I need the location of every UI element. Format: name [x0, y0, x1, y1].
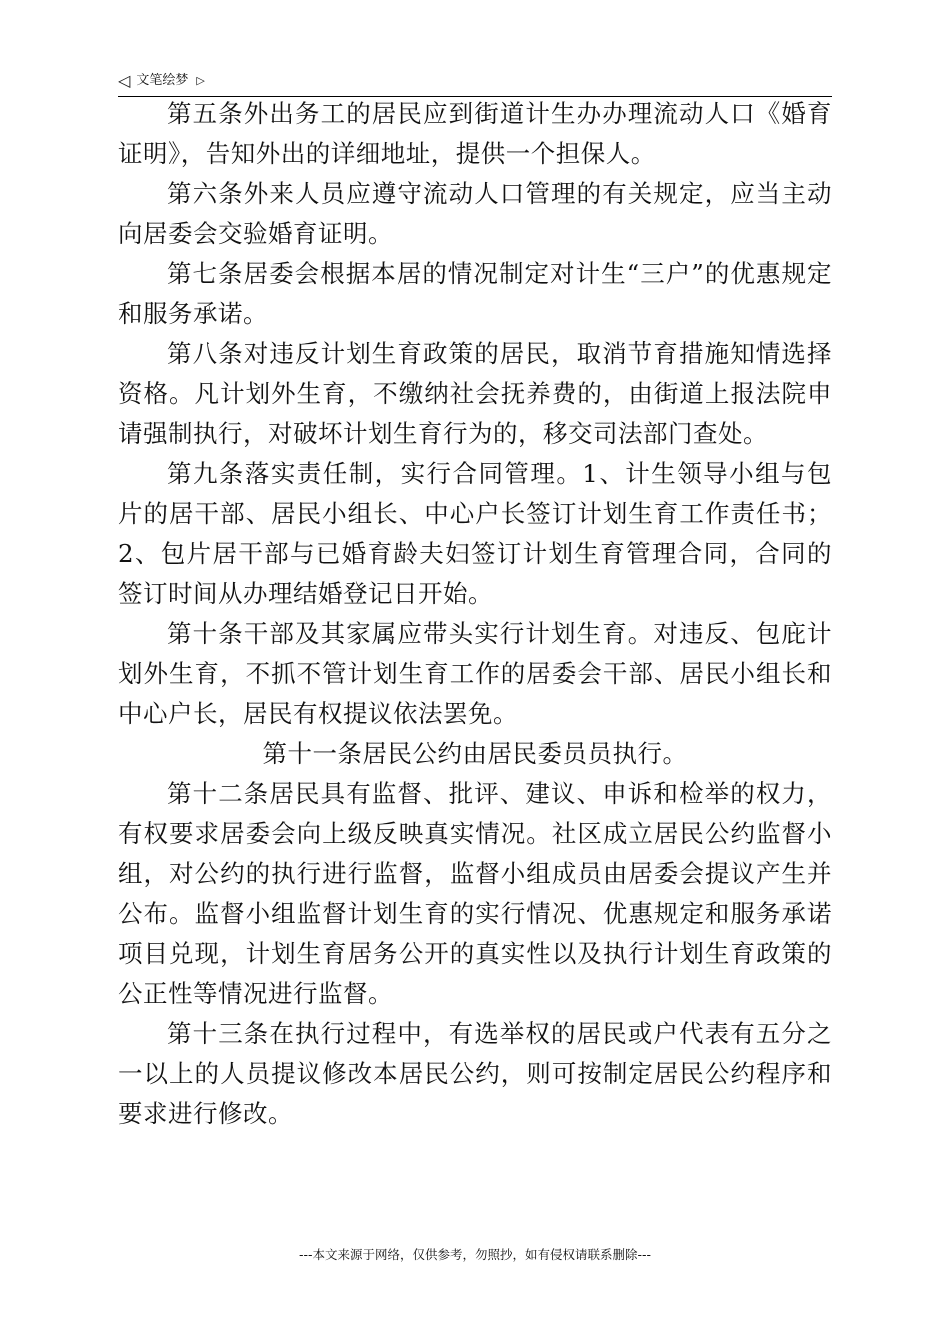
article-10-paragraph: 第十条干部及其家属应带头实行计划生育。对违反、包庇计划外生育，不抓不管计划生育工作的居委会干部、居民小组长和中心户长，居民有权提议依法罢免。: [118, 619, 832, 728]
article-11-paragraph: 第十一条居民公约由居民委员员执行。: [262, 739, 688, 768]
article-5-paragraph: 第五条外出务工的居民应到街道计生办办理流动人口《婚育证明》，告知外出的详细地址，提供一个担保人。: [118, 99, 832, 168]
document-body: [118, 94, 832, 1134]
page-header: [118, 70, 832, 97]
article-12-paragraph: 第十二条居民具有监督、批评、建议、申诉和检举的权力，有权要求居委会向上级反映真实情况。社区成立居民公约监督小组，对公约的执行进行监督，监督小组成员由居委会提议产生并公布。监督小组监督计划生育的实行情况、优惠规定和服务承诺项目兑现，计划生育居务公开的真实性以及执行计划生育政策的公正性等情况进行监督。: [118, 779, 832, 1008]
article-13-paragraph: 第十三条在执行过程中，有选举权的居民或户代表有五分之一以上的人员提议修改本居民公约，则可按制定居民公约程序和要求进行修改。: [118, 1019, 832, 1128]
footer-notice: ---本文来源于网络，仅供参考，勿照抄，如有侵权请联系删除---: [298, 1247, 652, 1262]
article-8-paragraph: 第八条对违反计划生育政策的居民，取消节育措施知情选择资格。凡计划外生育，不缴纳社会抚养费的，由街道上报法院申请强制执行，对破坏计划生育行为的，移交司法部门查处。: [118, 339, 832, 448]
article-7-paragraph: 第七条居委会根据本居的情况制定对计生“三户”的优惠规定和服务承诺。: [118, 259, 832, 328]
article-9-paragraph: 第九条落实责任制，实行合同管理。1、计生领导小组与包片的居干部、居民小组长、中心户长签订计划生育工作责任书；2、包片居干部与已婚育龄夫妇签订计划生育管理合同，合同的签订时间从办理结婚登记日开始。: [118, 459, 832, 608]
triangle-right-icon: ▷: [196, 74, 205, 87]
triangle-left-icon: ◁: [118, 71, 131, 90]
article-6-paragraph: 第六条外来人员应遵守流动人口管理的有关规定，应当主动向居委会交验婚育证明。: [118, 179, 832, 248]
header-title: 文笔绘梦: [136, 73, 189, 88]
